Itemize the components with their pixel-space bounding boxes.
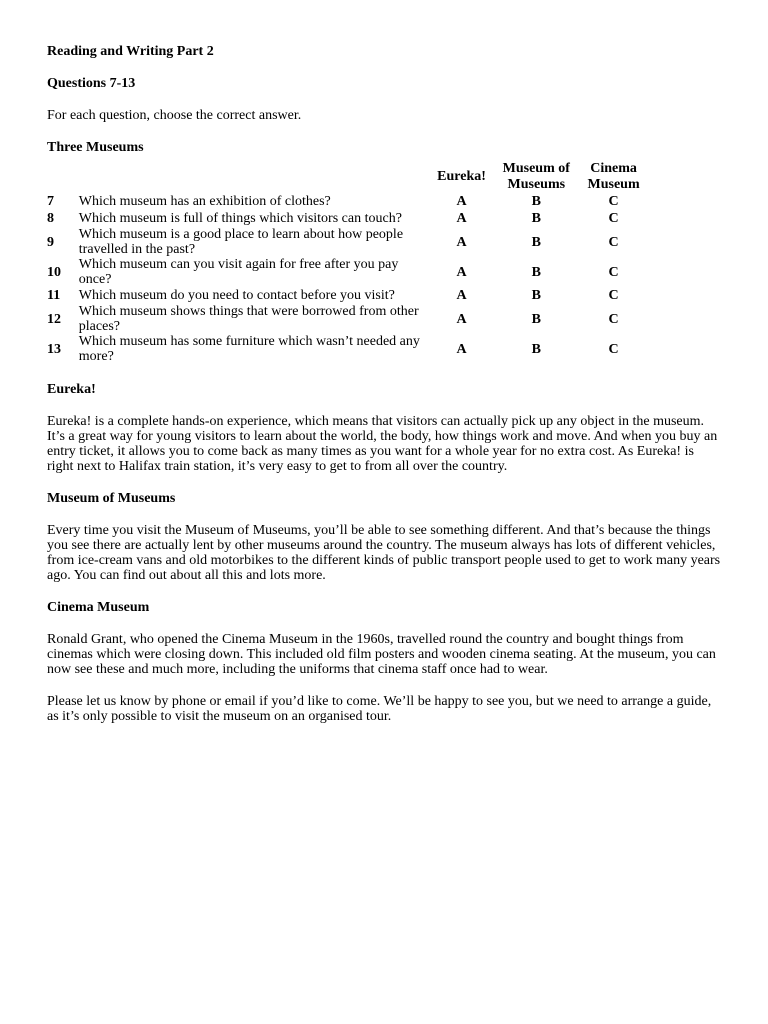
question-text: Which museum is full of things which visitors can touch? <box>78 211 402 226</box>
question-row <box>47 210 647 227</box>
option-a: A <box>456 288 467 303</box>
questions-table <box>47 161 647 364</box>
section-paragraph: Please let us know by phone or email if you’d like to come. We’ll be happy to see you, but we need to arrange a guide, as it’s only possible to visit the museum on an organised tour. <box>47 694 712 724</box>
option-a: A <box>456 311 467 327</box>
text-title: Three Museums <box>47 140 144 155</box>
option-c: C <box>608 341 619 357</box>
question-row <box>47 304 647 334</box>
option-a: A <box>456 211 467 226</box>
option-c: C <box>608 211 619 226</box>
question-number: 11 <box>47 288 61 303</box>
section-heading: Eureka! <box>47 382 96 397</box>
question-text: Which museum has some furniture which wasn’t needed any more? <box>78 334 420 364</box>
option-b: B <box>531 311 541 327</box>
question-text: Which museum shows things that were borrowed from other places? <box>78 304 419 334</box>
questions-label: Questions 7-13 <box>47 76 136 91</box>
question-number: 7 <box>47 194 54 209</box>
column-header-eureka: Eureka! <box>437 169 486 184</box>
table-header-row <box>47 161 647 193</box>
option-c: C <box>608 288 619 303</box>
question-text: Which museum can you visit again for free after you pay once? <box>78 257 399 287</box>
option-c: C <box>608 264 619 280</box>
option-b: B <box>531 194 541 209</box>
question-number: 8 <box>47 211 54 226</box>
question-row <box>47 287 647 304</box>
option-a: A <box>456 194 467 209</box>
section-heading: Cinema Museum <box>47 600 150 615</box>
question-text: Which museum do you need to contact before you visit? <box>78 288 395 303</box>
section-paragraph: Ronald Grant, who opened the Cinema Museum in the 1960s, travelled round the country and bought things from cinemas which were closing down. This included old film posters and wooden cinema seating. At the museum, you can now see these and much more, including the uniforms that cinema staff once had to wear. <box>47 632 716 677</box>
question-text: Which museum has an exhibition of clothes? <box>78 194 331 209</box>
question-number: 9 <box>47 234 54 250</box>
section-paragraph: Every time you visit the Museum of Museums, you’ll be able to see something different. And that’s because the things you see there are actually lent by other museums around the country. The museum always has lots of different vehicles, from ice-cream vans and old motorbikes to the different kinds of public transport people used to get to work many years ago. You can find out about all this and lots more. <box>47 523 721 583</box>
option-c: C <box>608 194 619 209</box>
option-a: A <box>456 234 467 250</box>
question-row <box>47 193 647 210</box>
question-number: 13 <box>47 341 61 357</box>
column-header-cinema-museum: Cinema Museum <box>587 161 640 192</box>
option-b: B <box>531 264 541 280</box>
option-c: C <box>608 234 619 250</box>
section-heading: Museum of Museums <box>47 491 176 506</box>
question-row <box>47 257 647 287</box>
option-b: B <box>531 211 541 226</box>
questions-body <box>47 193 647 364</box>
question-number: 12 <box>47 311 61 327</box>
page-title: Reading and Writing Part 2 <box>47 44 214 59</box>
museum-sections <box>47 382 723 724</box>
exam-page <box>47 44 723 741</box>
question-number: 10 <box>47 264 61 280</box>
section-paragraph: Eureka! is a complete hands-on experience, which means that visitors can actually pick up any object in the museum. It’s a great way for young visitors to learn about the world, the body, how things work and move. And when you buy an entry ticket, it allows you to come back as many times as you want for a whole year for no extra cost. As Eureka! is right next to Halifax train station, it’s very easy to get to from all over the country. <box>47 414 718 474</box>
option-a: A <box>456 264 467 280</box>
question-row <box>47 227 647 257</box>
option-a: A <box>456 341 467 357</box>
option-b: B <box>531 234 541 250</box>
column-header-museum-of-museums: Museum of Museums <box>502 161 570 192</box>
option-c: C <box>608 311 619 327</box>
question-row <box>47 334 647 364</box>
instruction-text: For each question, choose the correct answer. <box>47 108 302 123</box>
option-b: B <box>531 288 541 303</box>
question-text: Which museum is a good place to learn about how people travelled in the past? <box>78 227 404 257</box>
option-b: B <box>531 341 541 357</box>
